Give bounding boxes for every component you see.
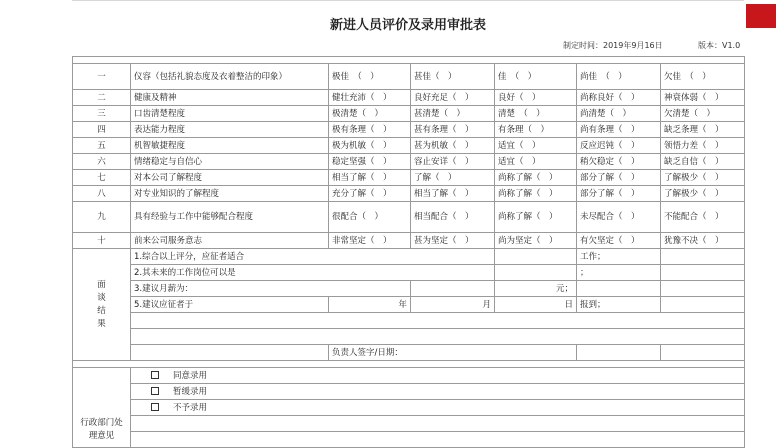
admin-section bbox=[73, 361, 745, 448]
salary-unit: 元； bbox=[495, 281, 577, 297]
report-label: 报到； bbox=[577, 297, 661, 313]
criteria-row bbox=[73, 170, 745, 186]
report-day[interactable]: 日 bbox=[495, 297, 577, 313]
interview-label-char: 谈 bbox=[97, 292, 106, 303]
header-gap-row bbox=[73, 57, 745, 64]
grade-poor[interactable]: 欠佳 （ ） bbox=[661, 64, 745, 90]
interview-label-char: 结 bbox=[97, 305, 106, 316]
criteria-number: 三 bbox=[73, 106, 131, 122]
grade-poor[interactable]: 了解极少（ ） bbox=[661, 170, 745, 186]
criteria-body bbox=[73, 57, 745, 249]
criteria-number: 六 bbox=[73, 154, 131, 170]
grade-excellent[interactable]: 稳定坚强（ ） bbox=[329, 154, 411, 170]
grade-excellent[interactable]: 极为机敏（ ） bbox=[329, 138, 411, 154]
criteria-item: 机智敏捷程度 bbox=[131, 138, 329, 154]
signer-blank-1 bbox=[577, 345, 661, 361]
grade-excellent[interactable]: 极佳 （ ） bbox=[329, 64, 411, 90]
interview-line-1-end bbox=[661, 249, 745, 265]
interview-line-3-right bbox=[577, 281, 661, 297]
grade-poor[interactable]: 犹豫不决（ ） bbox=[661, 233, 745, 249]
grade-poor[interactable]: 了解极少（ ） bbox=[661, 186, 745, 202]
grade-fair[interactable]: 尚佳 （ ） bbox=[577, 64, 661, 90]
evaluation-table bbox=[72, 56, 745, 448]
grade-very-good[interactable]: 容止安详（ ） bbox=[411, 154, 495, 170]
signer-blank-2 bbox=[661, 345, 745, 361]
criteria-number: 十 bbox=[73, 233, 131, 249]
admin-opinion-label bbox=[73, 368, 131, 448]
interview-line-1-blank[interactable] bbox=[495, 249, 577, 265]
grade-fair[interactable]: 有欠坚定（ ） bbox=[577, 233, 661, 249]
admin-label-line: 理意见 bbox=[88, 431, 115, 441]
option-defer-label: 暂缓录用 bbox=[173, 386, 208, 397]
criteria-number: 九 bbox=[73, 202, 131, 233]
approve-checkbox[interactable] bbox=[151, 371, 159, 379]
criteria-row bbox=[73, 186, 745, 202]
interview-blank-row-2[interactable] bbox=[131, 329, 745, 345]
grade-very-good[interactable]: 甚为坚定（ ） bbox=[411, 233, 495, 249]
criteria-row bbox=[73, 90, 745, 106]
criteria-row bbox=[73, 106, 745, 122]
grade-excellent[interactable]: 充分了解（ ） bbox=[329, 186, 411, 202]
grade-good[interactable]: 适宜（ ） bbox=[495, 154, 577, 170]
grade-poor[interactable]: 不能配合（ ） bbox=[661, 202, 745, 233]
criteria-item: 健康及精神 bbox=[131, 90, 329, 106]
grade-very-good[interactable]: 良好充足（ ） bbox=[411, 90, 495, 106]
grade-poor[interactable]: 神衰体弱（ ） bbox=[661, 90, 745, 106]
option-approve-label: 同意录用 bbox=[173, 370, 208, 381]
criteria-item: 对本公司了解程度 bbox=[131, 170, 329, 186]
admin-label-line: 行政部门处 bbox=[80, 418, 123, 428]
grade-very-good[interactable]: 相当了解（ ） bbox=[411, 186, 495, 202]
grade-fair[interactable]: 部分了解（ ） bbox=[577, 170, 661, 186]
criteria-number: 一 bbox=[73, 64, 131, 90]
option-defer[interactable] bbox=[131, 384, 745, 400]
salary-blank[interactable] bbox=[411, 281, 495, 297]
criteria-row bbox=[73, 202, 745, 233]
interview-result-label bbox=[73, 249, 131, 361]
grade-excellent[interactable]: 非常坚定（ ） bbox=[329, 233, 411, 249]
interview-line-2[interactable]: 2.其未来的工作岗位可以是 bbox=[131, 265, 495, 281]
grade-very-good[interactable]: 甚清楚（ ） bbox=[411, 106, 495, 122]
interview-line-4: 5.建议应征者于 bbox=[131, 297, 329, 313]
interview-blank-row-1[interactable] bbox=[131, 313, 745, 329]
grade-fair[interactable]: 反应迟钝（ ） bbox=[577, 138, 661, 154]
grade-fair[interactable]: 部分了解（ ） bbox=[577, 186, 661, 202]
criteria-item: 表达能力程度 bbox=[131, 122, 329, 138]
interview-line-1-right: 工作； bbox=[577, 249, 661, 265]
criteria-item: 情绪稳定与自信心 bbox=[131, 154, 329, 170]
grade-good[interactable]: 尚称了解（ ） bbox=[495, 186, 577, 202]
interview-line-3[interactable]: 3.建议月薪为： bbox=[131, 281, 411, 297]
grade-good[interactable]: 尚称了解（ ） bbox=[495, 170, 577, 186]
interview-line-2-right: ； bbox=[577, 265, 661, 281]
grade-poor[interactable]: 缺乏条理（ ） bbox=[661, 122, 745, 138]
reject-checkbox[interactable] bbox=[151, 403, 159, 411]
interview-line-2-end bbox=[661, 265, 745, 281]
criteria-row bbox=[73, 122, 745, 138]
interview-label-char: 果 bbox=[97, 318, 106, 329]
grade-fair[interactable]: 未尽配合（ ） bbox=[577, 202, 661, 233]
report-year[interactable]: 年 bbox=[329, 297, 411, 313]
admin-blank-row-1[interactable] bbox=[131, 416, 745, 432]
grade-fair[interactable]: 稍欠稳定（ ） bbox=[577, 154, 661, 170]
option-approve[interactable] bbox=[131, 368, 745, 384]
criteria-item: 对专业知识的了解程度 bbox=[131, 186, 329, 202]
criteria-number: 八 bbox=[73, 186, 131, 202]
grade-excellent[interactable]: 很配合（ ） bbox=[329, 202, 411, 233]
criteria-item: 仪容（包括礼貌态度及衣着整洁的印象） bbox=[131, 64, 329, 90]
criteria-number: 五 bbox=[73, 138, 131, 154]
brand-red-block bbox=[746, 4, 776, 28]
interview-line-3-end bbox=[661, 281, 745, 297]
option-reject-label: 不予录用 bbox=[173, 402, 208, 413]
grade-very-good[interactable]: 甚佳（ ） bbox=[411, 64, 495, 90]
criteria-item: 前来公司服务意志 bbox=[131, 233, 329, 249]
criteria-row bbox=[73, 154, 745, 170]
admin-blank-row-2[interactable] bbox=[131, 432, 745, 448]
grade-fair[interactable]: 尚称良好（ ） bbox=[577, 90, 661, 106]
interview-section bbox=[73, 249, 745, 361]
signer-left-blank bbox=[131, 345, 329, 361]
grade-poor[interactable]: 领悟力差（ ） bbox=[661, 138, 745, 154]
criteria-item: 具有经验与工作中能够配合程度 bbox=[131, 202, 329, 233]
grade-good[interactable]: 有条理（ ） bbox=[495, 122, 577, 138]
grade-very-good[interactable]: 甚为机敏（ ） bbox=[411, 138, 495, 154]
grade-good[interactable]: 尚为坚定（ ） bbox=[495, 233, 577, 249]
grade-very-good[interactable]: 相当配合（ ） bbox=[411, 202, 495, 233]
criteria-row bbox=[73, 233, 745, 249]
grade-excellent[interactable]: 极清楚（ ） bbox=[329, 106, 411, 122]
grade-good[interactable]: 适宜（ ） bbox=[495, 138, 577, 154]
admin-gap bbox=[73, 361, 745, 368]
page-title: 新进人员评价及录用审批表 bbox=[329, 18, 486, 33]
grade-very-good[interactable]: 甚有条理（ ） bbox=[411, 122, 495, 138]
version-label: 版本：V1.0 bbox=[698, 41, 741, 50]
grade-excellent[interactable]: 相当了解（ ） bbox=[329, 170, 411, 186]
grade-very-good[interactable]: 了解（ ） bbox=[411, 170, 495, 186]
grade-poor[interactable]: 缺乏自信（ ） bbox=[661, 154, 745, 170]
report-month[interactable]: 月 bbox=[411, 297, 495, 313]
interview-label-char: 面 bbox=[97, 279, 106, 290]
grade-fair[interactable]: 尚清楚（ ） bbox=[577, 106, 661, 122]
grade-good[interactable]: 清楚 （ ） bbox=[495, 106, 577, 122]
criteria-row bbox=[73, 64, 745, 90]
interview-line-1[interactable]: 1.综合以上评分，应征者适合 bbox=[131, 249, 495, 265]
grade-excellent[interactable]: 极有条理（ ） bbox=[329, 122, 411, 138]
top-border bbox=[72, 0, 744, 1]
criteria-number: 四 bbox=[73, 122, 131, 138]
criteria-number: 二 bbox=[73, 90, 131, 106]
grade-fair[interactable]: 尚有条理（ ） bbox=[577, 122, 661, 138]
interview-line-2-blank[interactable] bbox=[495, 265, 577, 281]
grade-excellent[interactable]: 健壮充沛（ ） bbox=[329, 90, 411, 106]
gap-cell bbox=[73, 57, 745, 64]
revision-date: 制定时间：2019年9月16日 bbox=[563, 41, 663, 50]
criteria-number: 七 bbox=[73, 170, 131, 186]
defer-checkbox[interactable] bbox=[151, 387, 159, 395]
grade-poor[interactable]: 欠清楚（ ） bbox=[661, 106, 745, 122]
grade-good[interactable]: 良好（ ） bbox=[495, 90, 577, 106]
criteria-item: 口齿清楚程度 bbox=[131, 106, 329, 122]
signer-label[interactable]: 负责人签字/日期： bbox=[329, 345, 577, 361]
grade-good[interactable]: 尚称了解（ ） bbox=[495, 202, 577, 233]
grade-good[interactable]: 佳 （ ） bbox=[495, 64, 577, 90]
criteria-row bbox=[73, 138, 745, 154]
option-reject[interactable] bbox=[131, 400, 745, 416]
report-end bbox=[661, 297, 745, 313]
